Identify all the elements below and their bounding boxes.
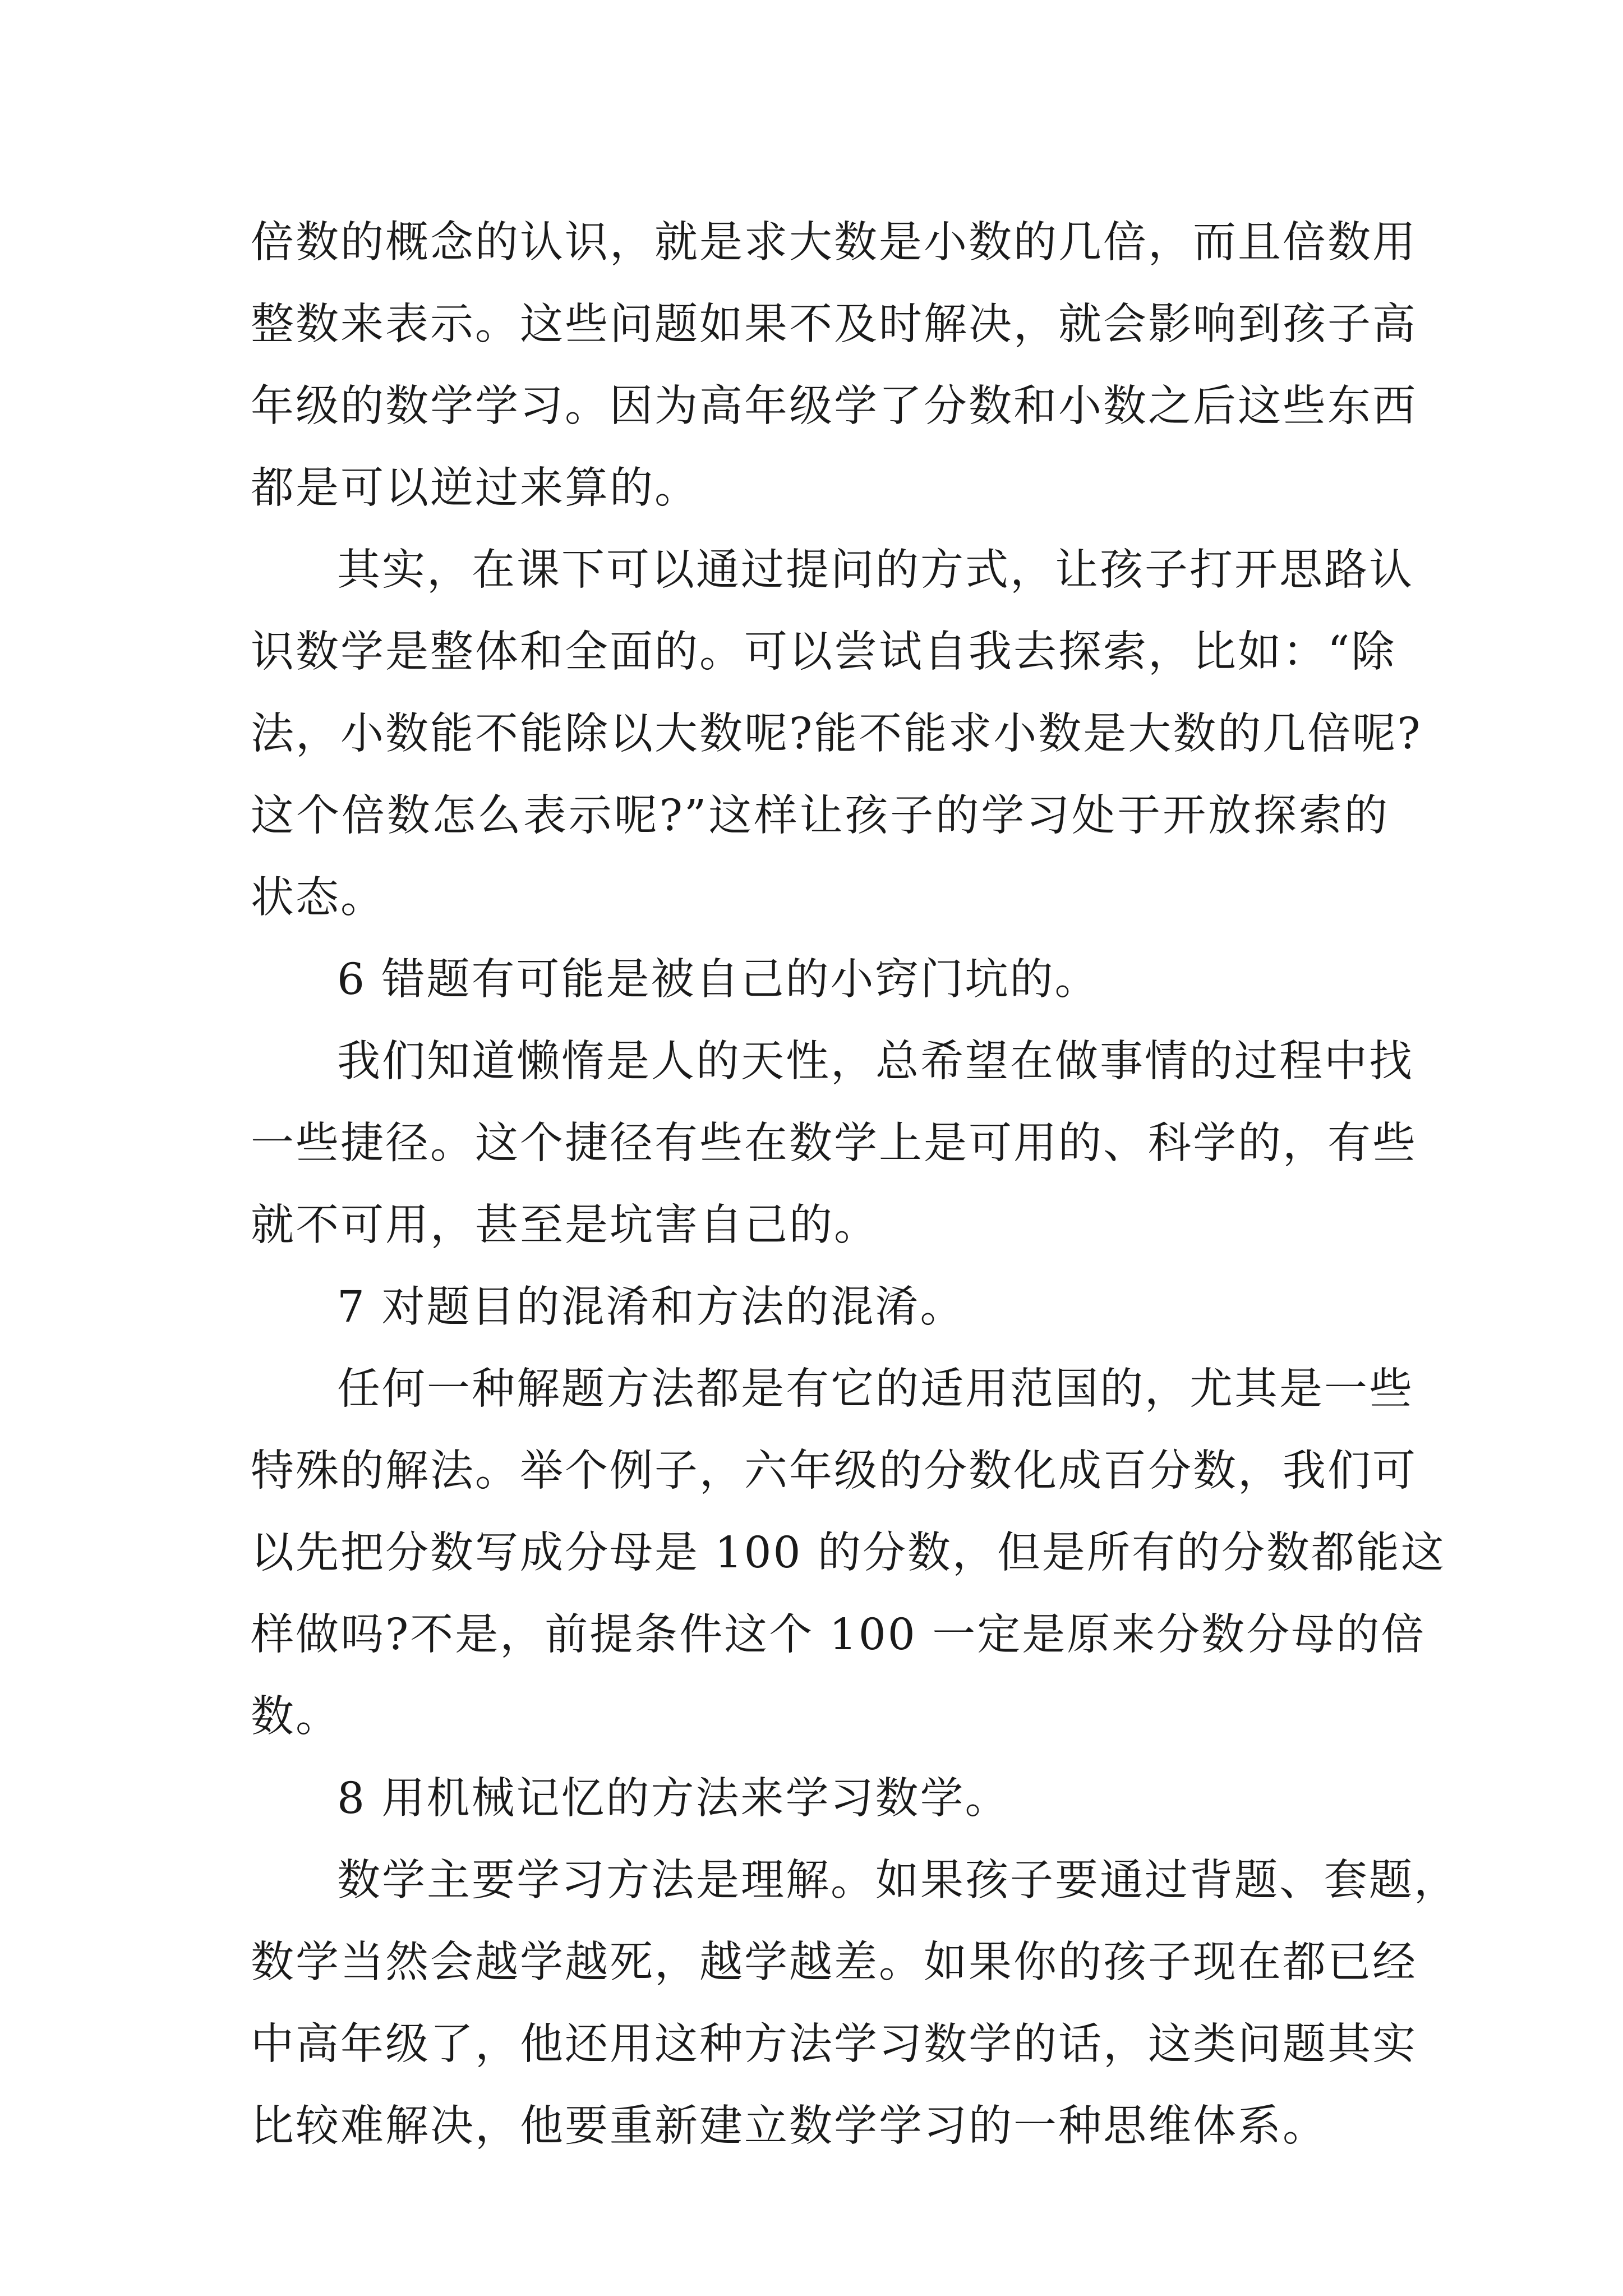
text-line: 状态。 — [251, 873, 385, 923]
text-line: 6 错题有可能是被自己的小窍门坑的。 — [337, 955, 1100, 1005]
text-line: 识数学是整体和全面的。可以尝试自我去探索，比如：“除 — [251, 627, 1396, 677]
text-line: 数学当然会越学越死，越学越差。如果你的孩子现在都已经 — [251, 1938, 1417, 1987]
text-line: 特殊的解法。举个例子，六年级的分数化成百分数，我们可 — [251, 1446, 1417, 1496]
text-line: 倍数的概念的认识，就是求大数是小数的几倍，而且倍数用 — [251, 218, 1417, 268]
text-line: 整数来表示。这些问题如果不及时解决，就会影响到孩子高 — [251, 300, 1417, 349]
paragraph — [251, 1840, 1459, 2168]
section-heading — [251, 1267, 1389, 1349]
text-line: 中高年级了，他还用这种方法学习数学的话，这类问题其实 — [251, 2019, 1417, 2069]
text-line: 样做吗?不是，前提条件这个 100 一定是原来分数分母的倍 — [251, 1610, 1426, 1660]
section-heading — [251, 939, 1389, 1021]
text-line: 数。 — [251, 1692, 340, 1742]
text-line: 比较难解决，他要重新建立数学学习的一种思维体系。 — [251, 2101, 1327, 2151]
paragraph — [251, 1349, 1446, 1758]
section-heading — [251, 1758, 1389, 1840]
paragraph — [251, 202, 1417, 530]
body-text — [251, 202, 1459, 2168]
text-line: 任何一种解题方法都是有它的适用范国的，尤其是一些 — [337, 1364, 1414, 1414]
text-line: 都是可以逆过来算的。 — [251, 463, 699, 513]
text-line: 我们知道懒惰是人的天性，总希望在做事情的过程中找 — [337, 1037, 1414, 1087]
text-line: 一些捷径。这个捷径有些在数学上是可用的、科学的，有些 — [251, 1119, 1417, 1168]
text-line: 8 用机械记忆的方法来学习数学。 — [337, 1774, 1010, 1824]
text-line: 就不可用，甚至是坑害自己的。 — [251, 1200, 879, 1250]
text-line: 年级的数学学习。因为高年级学了分数和小数之后这些东西 — [251, 381, 1417, 431]
text-line: 法，小数能不能除以大数呢?能不能求小数是大数的几倍呢? — [251, 709, 1422, 759]
paragraph — [251, 530, 1422, 939]
text-line: 以先把分数写成分母是 100 的分数，但是所有的分数都能这 — [251, 1528, 1446, 1578]
text-line: 数学主要学习方法是理解。如果孩子要通过背题、套题， — [337, 1856, 1459, 1906]
paragraph — [251, 1021, 1417, 1267]
text-line: 7 对题目的混淆和方法的混淆。 — [337, 1282, 965, 1332]
text-line: 这个倍数怎么表示呢?”这样让孩子的学习处于开放探索的 — [251, 791, 1389, 841]
text-line: 其实，在课下可以通过提问的方式，让孩子打开思路认 — [337, 545, 1414, 595]
